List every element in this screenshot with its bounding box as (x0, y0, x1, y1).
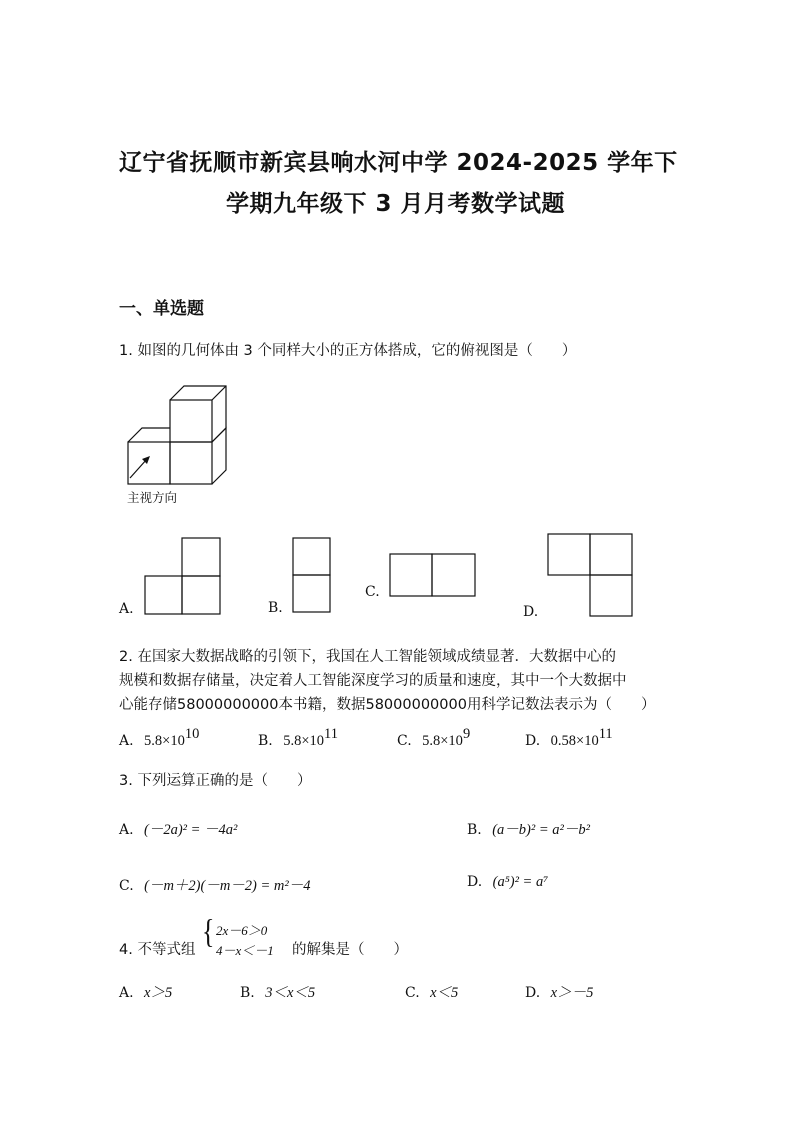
cube-figure (120, 384, 250, 504)
q2-option-c-exp: 9 (462, 726, 471, 742)
question-4-prefix: 4. 不等式组 (119, 942, 196, 958)
q2-option-b[interactable] (258, 726, 338, 750)
q3-option-c-label: C. (119, 878, 134, 894)
q2-option-d-label: D. (525, 733, 541, 749)
q2-option-a[interactable] (119, 726, 200, 750)
q4-option-d[interactable] (525, 981, 593, 1002)
q4-option-c[interactable] (405, 981, 458, 1002)
q4-option-d-expr: x＞－5 (550, 985, 594, 1001)
question-2-line1: 2. 在国家大数据战略的引领下，我国在人工智能领域成绩显著．大数据中心的 (119, 649, 616, 665)
q4-option-a-expr: x＞5 (144, 985, 173, 1001)
q3-option-a-expr: (－2a)² = －4a² (144, 822, 238, 838)
q3-option-d[interactable] (467, 874, 548, 891)
question-2-line3: 心能存储58000000000本书籍，数据58000000000用科学记数法表示为（ ） (119, 697, 656, 713)
page-title-line2: 学期九年级下 3 月月考数学试题 (226, 191, 566, 217)
q4-option-b-expr: 3＜x＜5 (265, 985, 316, 1001)
q3-option-d-expr: (a⁵)² = a⁷ (492, 874, 549, 890)
q4-option-a-label: A. (119, 985, 134, 1001)
q2-option-a-base: 5.8×10 (144, 733, 185, 749)
q1-option-c-label[interactable]: C. (365, 584, 380, 600)
q2-option-d[interactable] (525, 726, 613, 750)
q1-option-c-figure[interactable] (389, 553, 479, 598)
view-direction-label: 主视方向 (127, 490, 178, 505)
q3-option-b-label: B. (467, 822, 482, 838)
q4-option-b[interactable] (240, 981, 315, 1002)
q3-option-b-expr: (a－b)² = a²－b² (492, 822, 590, 838)
system-line-1: 2x－6＞0 (216, 923, 268, 938)
question-1-text: 1. 如图的几何体由 3 个同样大小的正方体搭成，它的俯视图是（ ） (119, 343, 577, 359)
q4-option-b-label: B. (240, 985, 255, 1001)
q2-option-c-base: 5.8×10 (422, 733, 463, 749)
q3-option-c[interactable] (119, 874, 311, 895)
q4-option-d-label: D. (525, 985, 541, 1001)
q2-option-a-label: A. (119, 733, 134, 749)
q4-option-c-label: C. (405, 985, 420, 1001)
q2-option-d-base: 0.58×10 (550, 733, 599, 749)
q3-option-c-expr: (－m＋2)(－m－2) = m²－4 (144, 878, 311, 894)
question-2-line2: 规模和数据存储量，决定着人工智能深度学习的质量和速度，其中一个大数据中 (119, 673, 627, 689)
q4-option-c-expr: x＜5 (430, 985, 459, 1001)
q3-option-a-label: A. (119, 822, 134, 838)
q1-option-b-figure[interactable] (292, 537, 332, 615)
q1-option-a-figure[interactable] (144, 536, 224, 616)
system-brace: { (202, 912, 215, 951)
question-4-suffix: 的解集是（ ） (292, 942, 408, 958)
q2-option-b-exp: 11 (324, 726, 338, 742)
q3-option-d-label: D. (467, 874, 483, 890)
q3-option-a[interactable] (119, 818, 237, 839)
page-title-line1: 辽宁省抚顺市新宾县响水河中学 2024-2025 学年下 (119, 150, 678, 176)
q1-option-d-figure[interactable] (546, 533, 636, 619)
q1-option-a-label[interactable]: A. (119, 601, 134, 617)
q1-option-d-label[interactable]: D. (523, 604, 539, 620)
q2-option-b-base: 5.8×10 (283, 733, 325, 749)
q2-option-d-exp: 11 (598, 726, 613, 742)
system-line-2: 4－x＜－1 (216, 943, 274, 958)
q4-option-a[interactable] (119, 981, 172, 1002)
question-3-text: 3. 下列运算正确的是（ ） (119, 773, 312, 789)
section-heading: 一、单选题 (119, 299, 204, 319)
q2-option-c[interactable] (397, 726, 471, 750)
q2-option-c-label: C. (397, 733, 412, 749)
q3-option-b[interactable] (467, 818, 590, 839)
q2-option-a-exp: 10 (184, 726, 200, 742)
q1-option-b-label[interactable]: B. (268, 600, 283, 616)
q2-option-b-label: B. (258, 733, 273, 749)
